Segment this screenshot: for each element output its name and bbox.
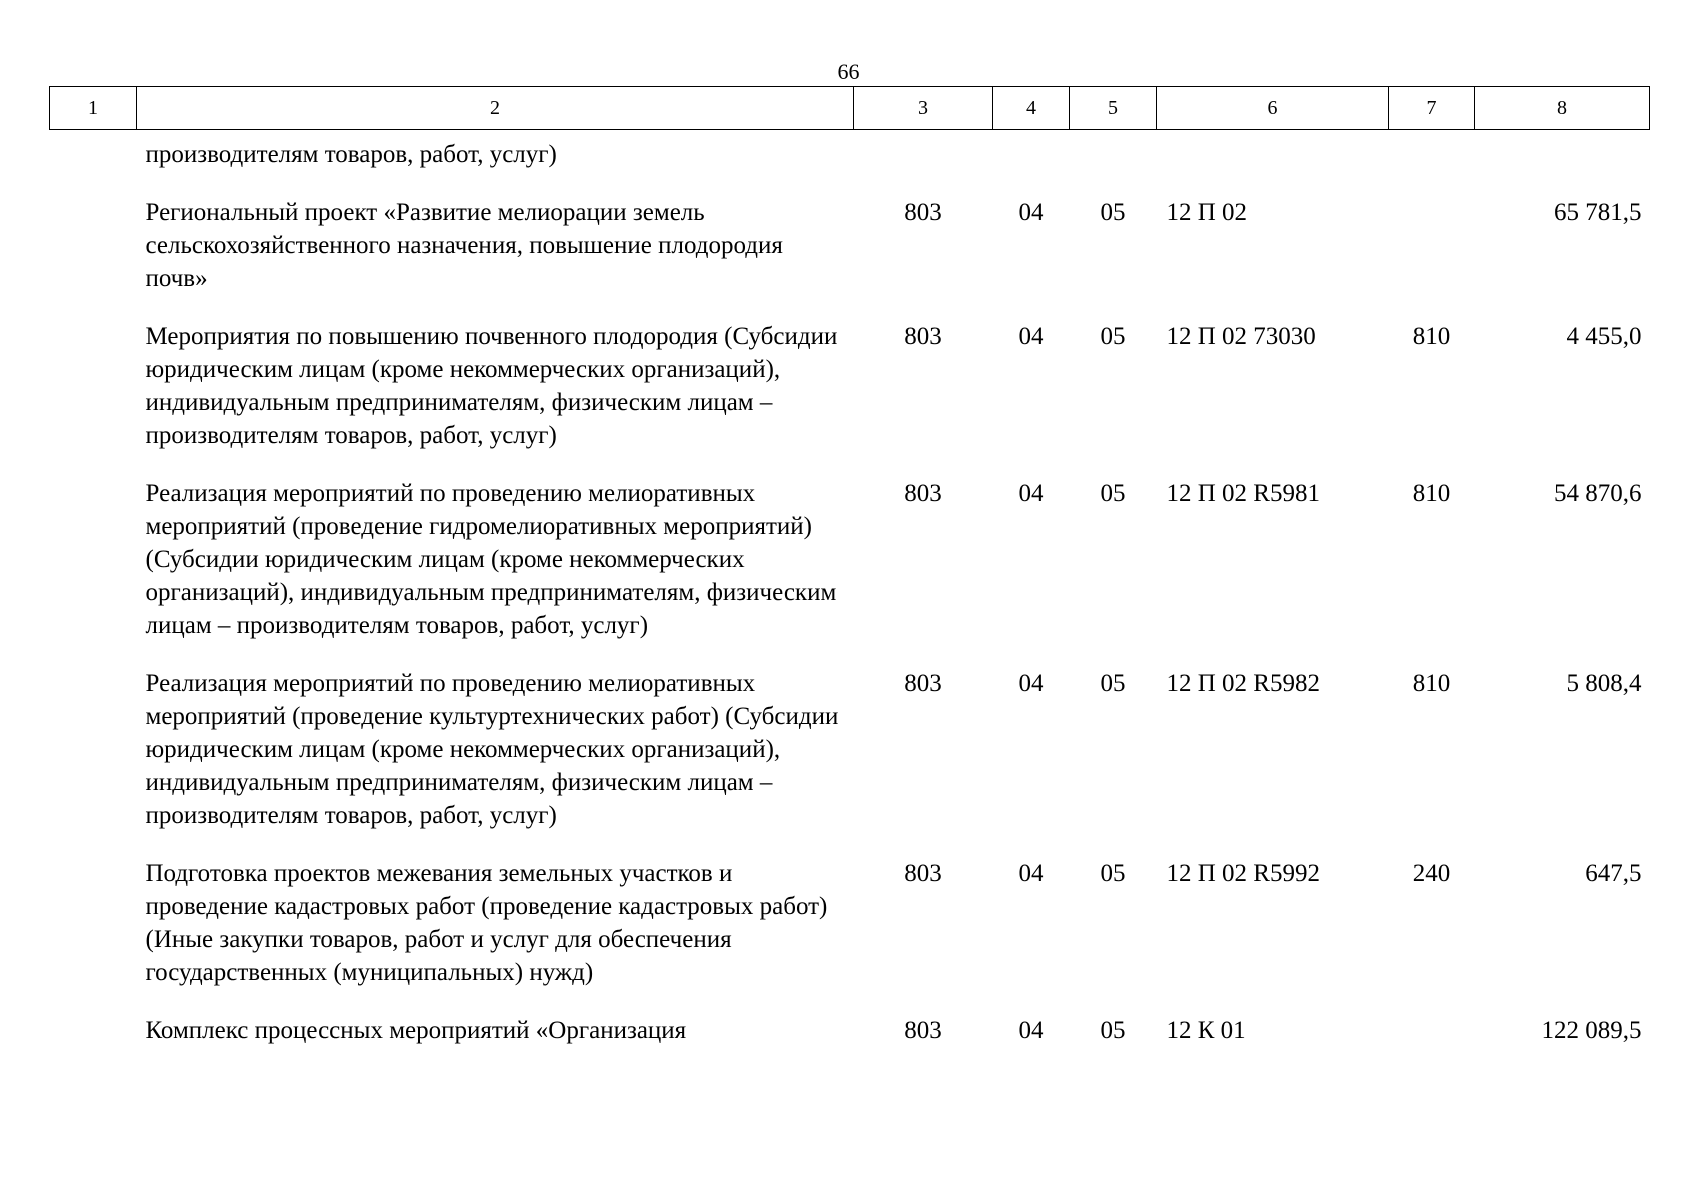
target-article-cell [1157, 130, 1389, 172]
table-row [50, 452, 1650, 642]
expense-type-cell: 240 [1412, 860, 1451, 887]
expense-type-cell: 810 [1412, 670, 1451, 697]
amount-cell: 647,5 [1585, 860, 1642, 887]
expense-type-cell: 810 [1412, 480, 1451, 507]
section-code-cell: 04 [1018, 480, 1044, 507]
amount-cell: 122 089,5 [1541, 1017, 1642, 1044]
column-header-6: 6 [1157, 87, 1389, 130]
row-name-cell: Подготовка проектов межевания земельных участков и проведение кадастровых работ (проведение кадастровых работ) (Иные закупки товаров, работ и услуг для обеспечения государственных (муниципальных) нужд) [145, 860, 828, 986]
target-article-cell: 12 П 02 R5992 [1166, 860, 1320, 887]
subsection-code-cell: 05 [1100, 323, 1126, 350]
subsection-code-cell: 05 [1100, 1017, 1126, 1044]
subsection-code-cell: 05 [1100, 670, 1126, 697]
expense-type-cell [1389, 171, 1475, 295]
target-article-cell: 12 П 02 73030 [1166, 323, 1316, 350]
row-number-cell [50, 130, 137, 172]
table-body [50, 130, 1650, 1048]
budget-table [49, 86, 1650, 1047]
section-code-cell: 04 [1018, 323, 1044, 350]
subsection-code-cell [1070, 130, 1157, 172]
table-row [50, 642, 1650, 832]
table-row [50, 130, 1650, 172]
page-number: 66 [837, 59, 860, 84]
row-name-cell: Мероприятия по повышению почвенного плодородия (Субсидии юридическим лицам (кроме некоммерческих организаций), индивидуальным предпринимателям, физическим лицам – производителям товаров, работ, услуг) [145, 323, 838, 449]
section-code-cell: 04 [1018, 670, 1044, 697]
row-name-cell: Комплекс процессных мероприятий «Организация [145, 1017, 687, 1044]
ministry-code-cell: 803 [904, 323, 942, 350]
table-row [50, 832, 1650, 989]
header-row [50, 87, 1650, 130]
amount-cell [1475, 130, 1650, 172]
row-number-cell [50, 989, 137, 1047]
row-name-cell: Реализация мероприятий по проведению мелиоративных мероприятий (проведение гидромелиоративных мероприятий) (Субсидии юридическим лицам (кроме некоммерческих организаций), индивидуальным предпринимателям, физическим лицам – производителям товаров, работ, услуг) [145, 480, 837, 639]
row-number-cell [50, 832, 137, 989]
table-row [50, 295, 1650, 452]
row-number-cell [50, 171, 137, 295]
column-header-4: 4 [993, 87, 1070, 130]
table-row [50, 989, 1650, 1047]
ministry-code-cell: 803 [904, 670, 942, 697]
column-header-1: 1 [50, 87, 137, 130]
subsection-code-cell: 05 [1100, 860, 1126, 887]
row-number-cell [50, 295, 137, 452]
expense-type-cell: 810 [1412, 323, 1451, 350]
subsection-code-cell: 05 [1100, 199, 1126, 226]
row-name-cell: Реализация мероприятий по проведению мелиоративных мероприятий (проведение культуртехнических работ) (Субсидии юридическим лицам (кроме некоммерческих организаций), индивидуальным предпринимателям, физическим лицам – производителям товаров, работ, услуг) [145, 670, 839, 829]
table-header [50, 87, 1650, 130]
column-header-7: 7 [1389, 87, 1475, 130]
section-code-cell: 04 [1018, 1017, 1044, 1044]
amount-cell: 4 455,0 [1566, 323, 1642, 350]
target-article-cell: 12 К 01 [1166, 1017, 1246, 1044]
section-code-cell: 04 [1018, 860, 1044, 887]
expense-type-cell [1389, 989, 1475, 1047]
ministry-code-cell: 803 [904, 199, 942, 226]
ministry-code-cell: 803 [904, 1017, 942, 1044]
row-name-cell: Региональный проект «Развитие мелиорации земель сельскохозяйственного назначения, повышение плодородия почв» [145, 199, 783, 292]
amount-cell: 5 808,4 [1566, 670, 1642, 697]
ministry-code-cell: 803 [904, 860, 942, 887]
column-header-5: 5 [1070, 87, 1157, 130]
subsection-code-cell: 05 [1100, 480, 1126, 507]
target-article-cell: 12 П 02 R5981 [1166, 480, 1320, 507]
column-header-2: 2 [137, 87, 854, 130]
ministry-code-cell [854, 130, 993, 172]
amount-cell: 65 781,5 [1554, 199, 1642, 226]
table-row [50, 171, 1650, 295]
row-number-cell [50, 642, 137, 832]
amount-cell: 54 870,6 [1554, 480, 1642, 507]
column-header-3: 3 [854, 87, 993, 130]
row-number-cell [50, 452, 137, 642]
column-header-8: 8 [1475, 87, 1650, 130]
row-name-cell: производителям товаров, работ, услуг) [145, 141, 557, 168]
expense-type-cell [1389, 130, 1475, 172]
target-article-cell: 12 П 02 [1166, 199, 1248, 226]
ministry-code-cell: 803 [904, 480, 942, 507]
section-code-cell [993, 130, 1070, 172]
section-code-cell: 04 [1018, 199, 1044, 226]
target-article-cell: 12 П 02 R5982 [1166, 670, 1320, 697]
